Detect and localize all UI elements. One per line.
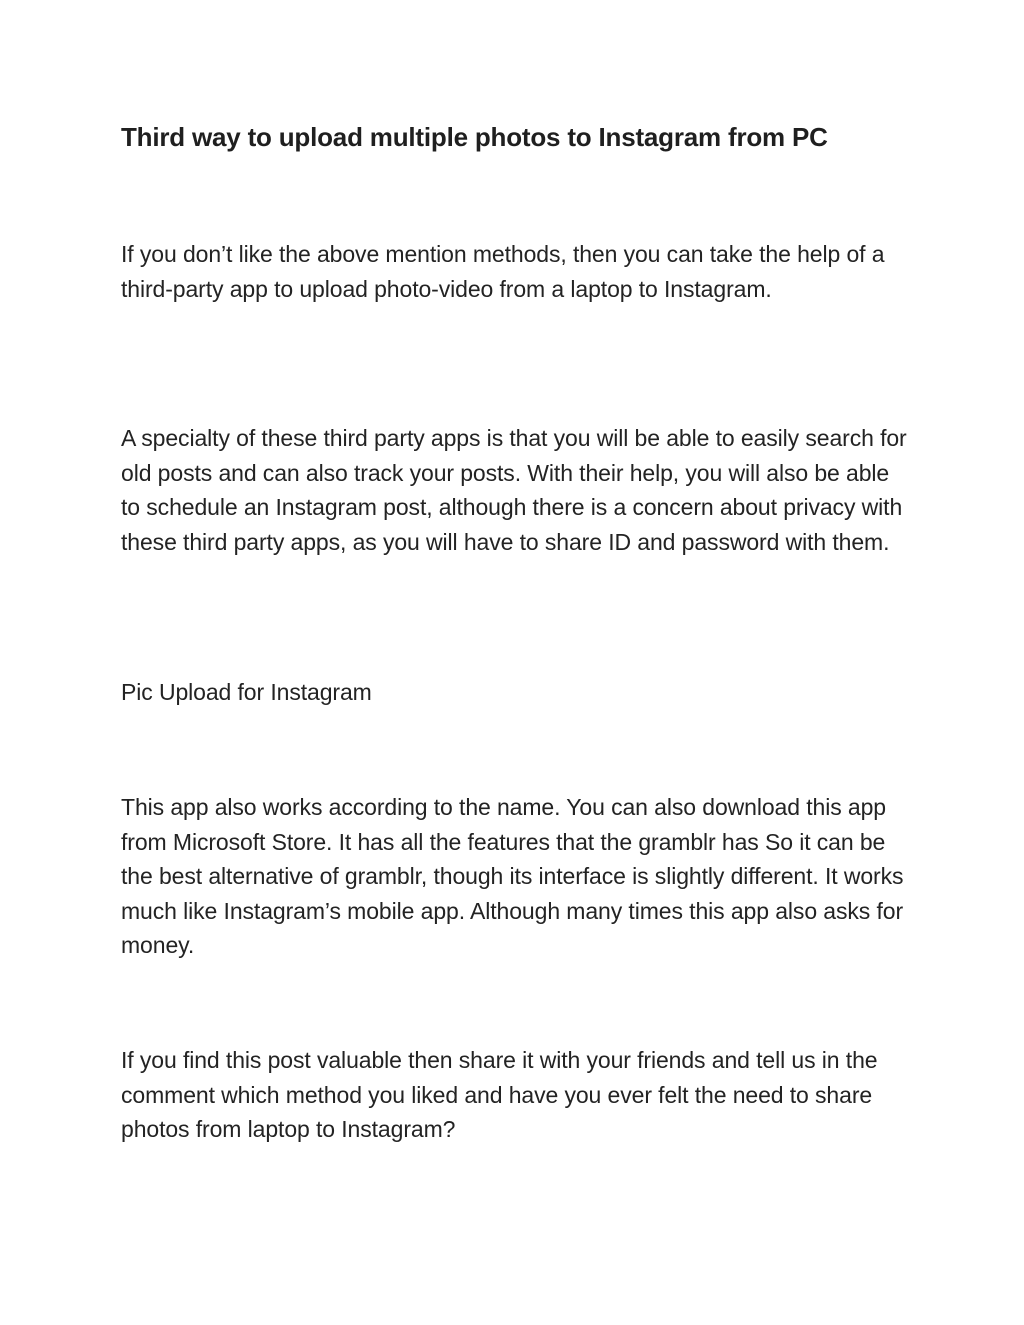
paragraph-app-description: This app also works according to the name. You can also download this app from Microsoft Store. It has all the features that the gramblr has So it can be the best alternative of gramblr, though its interface is slightly different. It works much like Instagram’s mobile app. Although many times this app also asks for money. — [121, 794, 904, 959]
page-title: Third way to upload multiple photos to Instagram from PC — [121, 122, 828, 152]
paragraph-closing: If you find this post valuable then share it with your friends and tell us in the comment which method you liked and have you ever felt the need to share photos from laptop to Instagram? — [121, 1047, 878, 1143]
paragraph-third-party-apps: A specialty of these third party apps is that you will be able to easily search for old posts and can also track your posts. With their help, you will also be able to schedule an Instagram post, although there is a concern about privacy with these third party apps, as you will have to share ID and password with them. — [121, 425, 907, 555]
paragraph-intro: If you don’t like the above mention methods, then you can take the help of a third-party app to upload photo-video from a laptop to Instagram. — [121, 241, 885, 302]
subheading-app-name: Pic Upload for Instagram — [121, 679, 372, 705]
